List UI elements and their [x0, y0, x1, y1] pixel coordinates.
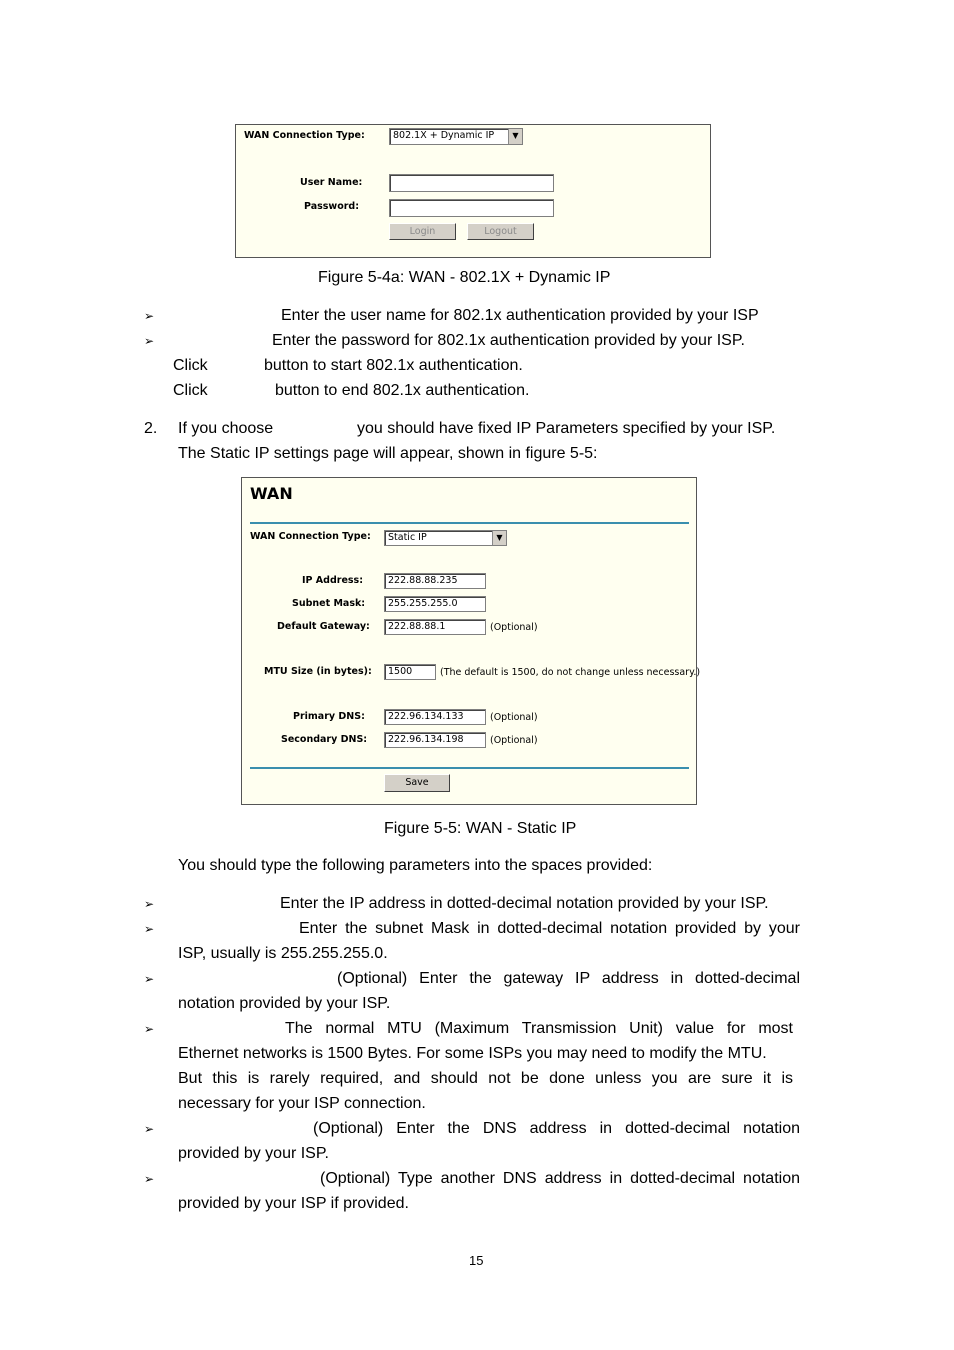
item2-pre: If you choose — [178, 420, 274, 437]
primary-dns-desc-line2: provided by your ISP. — [178, 1145, 329, 1162]
primary-dns-note: (Optional) — [490, 712, 538, 723]
arrow-bullet-icon: ➢ — [144, 1172, 155, 1186]
logout-click-word: Click — [173, 382, 208, 399]
subnet-mask-input[interactable] — [384, 596, 486, 612]
figure-5-4a-caption: Figure 5-4a: WAN - 802.1X + Dynamic IP — [318, 269, 611, 286]
gateway-desc-line1: (Optional) Enter the gateway IP address in dotted-decimal — [337, 970, 800, 987]
mtu-size-value: 1500 — [388, 666, 413, 677]
figure-5-5-panel — [241, 477, 701, 805]
params-intro: You should type the following parameters into the spaces provided: — [178, 857, 653, 874]
arrow-bullet-icon: ➢ — [144, 922, 155, 936]
page-number: 15 — [469, 1253, 484, 1268]
arrow-bullet-icon: ➢ — [144, 334, 155, 348]
figure-5-5-caption: Figure 5-5: WAN - Static IP — [384, 820, 577, 837]
arrow-bullet-icon: ➢ — [144, 1022, 155, 1036]
password-label: Password: — [304, 201, 360, 212]
ip-desc: Enter the IP address in dotted-decimal notation provided by your ISP. — [280, 895, 769, 912]
user-name-input[interactable] — [389, 174, 554, 192]
mask-desc-line2: ISP, usually is 255.255.255.0. — [178, 945, 388, 962]
arrow-bullet-icon: ➢ — [144, 309, 155, 323]
password-input[interactable] — [389, 199, 554, 217]
mtu-desc-line3: But this is rarely required, and should not be done unless you are sure it is — [178, 1070, 793, 1087]
login-button[interactable]: Login — [389, 223, 456, 240]
default-gateway-input[interactable] — [384, 619, 486, 635]
mtu-desc-line4: necessary for your ISP connection. — [178, 1095, 426, 1112]
arrow-bullet-icon: ➢ — [144, 1122, 155, 1136]
subnet-mask-value: 255.255.255.0 — [388, 598, 458, 609]
mtu-size-label: MTU Size (in bytes): — [264, 666, 372, 677]
mtu-size-input[interactable] — [384, 664, 436, 680]
wan-type-value: 802.1X + Dynamic IP — [393, 130, 495, 141]
logout-button[interactable]: Logout — [467, 223, 534, 240]
password-desc: Enter the password for 802.1x authentication provided by your ISP. — [272, 332, 745, 349]
wan-type-value: Static IP — [388, 532, 427, 543]
primary-dns-value: 222.96.134.133 — [388, 711, 464, 722]
save-button[interactable]: Save — [384, 774, 450, 792]
chevron-down-icon[interactable]: ▼ — [508, 129, 522, 144]
mtu-desc-line1: The normal MTU (Maximum Transmission Unit) value for most — [285, 1020, 793, 1037]
secondary-dns-input[interactable] — [384, 732, 486, 748]
wan-type-select[interactable] — [384, 530, 507, 546]
secondary-dns-desc-line2: provided by your ISP if provided. — [178, 1195, 409, 1212]
mtu-note: (The default is 1500, do not change unless necessary.) — [440, 667, 701, 678]
default-gateway-label: Default Gateway: — [277, 621, 370, 632]
secondary-dns-label: Secondary DNS: — [281, 734, 368, 745]
ip-address-input[interactable] — [384, 573, 486, 589]
primary-dns-label: Primary DNS: — [293, 711, 365, 722]
wan-type-label: WAN Connection Type: — [244, 130, 365, 141]
logout-desc: button to end 802.1x authentication. — [275, 382, 530, 399]
default-gateway-value: 222.88.88.1 — [388, 621, 446, 632]
page-title: WAN — [250, 484, 293, 503]
arrow-bullet-icon: ➢ — [144, 972, 155, 986]
item2-post: you should have fixed IP Parameters specified by your ISP. — [357, 420, 776, 437]
chevron-down-icon[interactable]: ▼ — [492, 531, 506, 545]
gateway-desc-line2: notation provided by your ISP. — [178, 995, 391, 1012]
arrow-bullet-icon: ➢ — [144, 897, 155, 911]
wan-type-select[interactable] — [389, 128, 523, 145]
secondary-dns-desc-line1: (Optional) Type another DNS address in dotted-decimal notation — [320, 1170, 800, 1187]
secondary-dns-value: 222.96.134.198 — [388, 734, 464, 745]
login-click-word: Click — [173, 357, 208, 374]
mtu-desc-line2: Ethernet networks is 1500 Bytes. For some ISPs you may need to modify the MTU. — [178, 1045, 767, 1062]
login-desc: button to start 802.1x authentication. — [264, 357, 523, 374]
wan-type-label: WAN Connection Type: — [250, 531, 371, 542]
secondary-dns-note: (Optional) — [490, 735, 538, 746]
item2-line2: The Static IP settings page will appear, shown in figure 5-5: — [178, 445, 598, 462]
primary-dns-desc-line1: (Optional) Enter the DNS address in dotted-decimal notation — [313, 1120, 800, 1137]
item-number: 2. — [144, 420, 158, 437]
ip-address-value: 222.88.88.235 — [388, 575, 458, 586]
subnet-mask-label: Subnet Mask: — [292, 598, 366, 609]
mask-desc-line1: Enter the subnet Mask in dotted-decimal notation provided by your — [299, 920, 800, 937]
user-name-desc: Enter the user name for 802.1x authentication provided by your ISP — [281, 307, 759, 324]
figure-5-4a-panel — [235, 124, 711, 258]
default-gateway-note: (Optional) — [490, 622, 538, 633]
ip-address-label: IP Address: — [302, 575, 363, 586]
primary-dns-input[interactable] — [384, 709, 486, 725]
divider — [250, 767, 689, 769]
user-name-label: User Name: — [300, 177, 363, 188]
divider — [250, 522, 689, 524]
